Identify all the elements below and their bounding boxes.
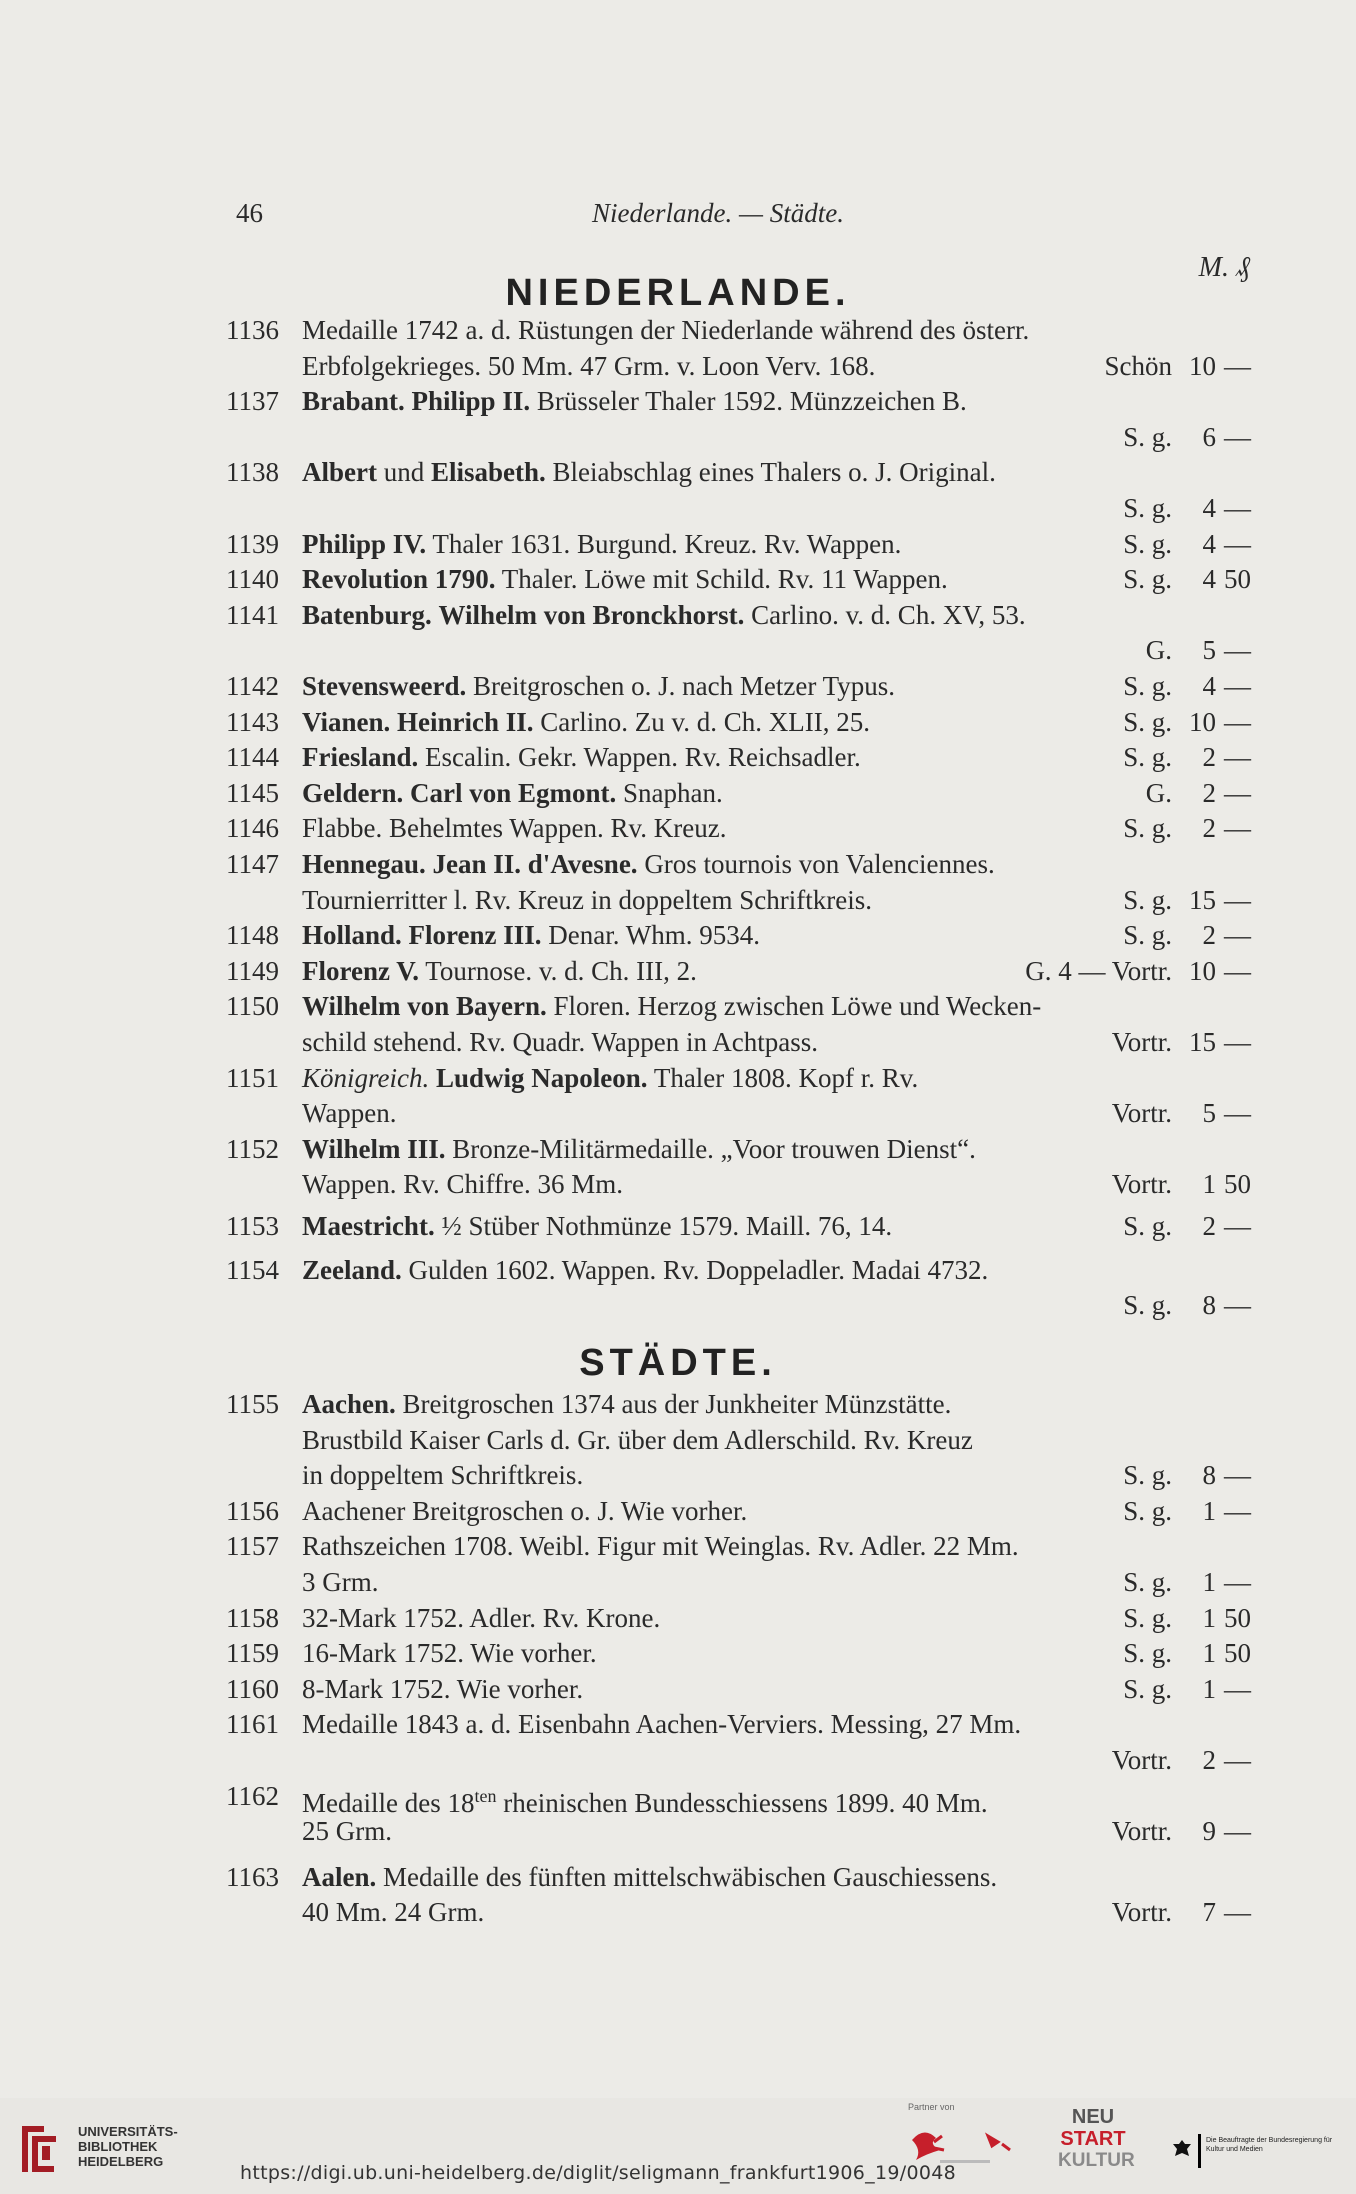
entry-line: [0, 953, 1356, 989]
entry-text: [302, 739, 861, 775]
federal-eagle-icon: [1172, 2138, 1192, 2160]
condition-grade: S. g.: [1123, 1567, 1172, 1597]
price-pfennig: —: [1224, 635, 1251, 665]
entry-text: [302, 1166, 623, 1202]
price-mark: 4: [1202, 671, 1216, 701]
price-mark: 4: [1202, 564, 1216, 594]
price-pfennig: —: [1224, 956, 1251, 986]
price-pfennig: —: [1224, 671, 1251, 701]
currency-header: M. ₰: [1198, 252, 1250, 283]
lot-number: 1139: [226, 529, 279, 559]
condition-grade: S. g.: [1123, 920, 1172, 950]
price-mark: 10: [1189, 351, 1216, 381]
entry-text-part: Medaille 1742 a. d. Rüstungen der Niederlande während des österr.: [302, 315, 1030, 345]
entry-heading-text: Brabant.: [302, 386, 405, 416]
entry-text-part: 25 Grm.: [302, 1816, 392, 1846]
price-mark: 1: [1202, 1638, 1216, 1668]
price-pfennig: —: [1224, 1290, 1251, 1320]
entry-text-part: Wappen.: [302, 1098, 397, 1128]
entry-line: [0, 1252, 1356, 1288]
entry-line: [0, 1528, 1356, 1564]
entry-text-part: Thaler. Löwe mit Schild. Rv. 11 Wappen.: [495, 564, 948, 594]
entry-text: [302, 1635, 597, 1671]
lot-number: 1147: [226, 849, 279, 879]
entry-text: [302, 383, 967, 419]
entry-line: [0, 1894, 1356, 1930]
lot-number: 1162: [226, 1781, 279, 1811]
permalink-url[interactable]: https://digi.ub.uni-heidelberg.de/diglit/seligmann_frankfurt1906_19/0048: [240, 2162, 957, 2184]
entry-text: [302, 597, 1026, 633]
condition-grade: S. g.: [1123, 1211, 1172, 1241]
entry-text-part: Thaler 1808. Kopf r. Rv.: [647, 1063, 919, 1093]
price-mark: 2: [1202, 1211, 1216, 1241]
entry-text-part: schild stehend. Rv. Quadr. Wappen in Achtpass.: [302, 1027, 819, 1057]
entry-text: [302, 1095, 397, 1131]
price-pfennig: —: [1224, 1674, 1251, 1704]
price-pfennig: 50: [1224, 1638, 1251, 1668]
lot-number: 1146: [226, 813, 279, 843]
lot-number: 1138: [226, 457, 279, 487]
library-name[interactable]: [78, 2124, 178, 2169]
price-mark: 2: [1202, 920, 1216, 950]
price-pfennig: —: [1224, 1897, 1251, 1927]
price-pfennig: 50: [1224, 1603, 1251, 1633]
entry-text-part: Rathszeichen 1708. Weibl. Figur mit Weinglas. Rv. Adler. 22 Mm.: [302, 1531, 1019, 1561]
entry-line: [0, 917, 1356, 953]
entry-text: [302, 1024, 818, 1060]
entry-text-part: und: [376, 457, 431, 487]
lot-number: 1154: [226, 1255, 279, 1285]
entry-line: [0, 775, 1356, 811]
condition-grade: S. g.: [1123, 1603, 1172, 1633]
entry-line: [0, 348, 1356, 384]
entry-line: [0, 1166, 1356, 1202]
price-mark: 1: [1202, 1496, 1216, 1526]
entry-heading-text: Albert: [302, 457, 377, 487]
price-pfennig: —: [1224, 529, 1251, 559]
lot-number: 1156: [226, 1496, 279, 1526]
lot-number: 1161: [226, 1709, 279, 1739]
entry-text-part: 40 Mm. 24 Grm.: [302, 1897, 485, 1927]
entry-text: [302, 526, 901, 562]
federal-commissioner-text: Die Beauftragte der Bundesregierung für Kultur und Medien: [1206, 2137, 1333, 2153]
library-name-line: UNIVERSITÄTS-: [78, 2124, 178, 2139]
section-heading: STÄDTE.: [579, 1342, 777, 1384]
entry-text-part: Erbfolgekrieges. 50 Mm. 47 Grm. v. Loon Verv. 168.: [302, 351, 876, 381]
entry-line: [0, 1742, 1356, 1778]
entry-text: [302, 917, 760, 953]
entry-heading-text: Aachen.: [302, 1389, 396, 1419]
price-pfennig: —: [1224, 1496, 1251, 1526]
price-mark: 6: [1202, 422, 1216, 452]
entry-text-part: Gros tournois von Valenciennes.: [637, 849, 995, 879]
entry-line: [0, 988, 1356, 1024]
condition-grade: S. g.: [1123, 1638, 1172, 1668]
entry-heading-text: Friesland.: [302, 742, 419, 772]
entry-text-part: Tournierritter l. Rv. Kreuz in doppeltem Schriftkreis.: [302, 885, 872, 915]
entry-text-part: 8-Mark 1752. Wie vorher.: [302, 1674, 584, 1704]
price-mark: 1: [1202, 1603, 1216, 1633]
entry-text-part: Brustbild Kaiser Carls d. Gr. über dem Adlerschild. Rv. Kreuz: [302, 1425, 973, 1455]
condition-grade: S. g.: [1123, 564, 1172, 594]
price-pfennig: —: [1224, 885, 1251, 915]
price-pfennig: —: [1224, 1745, 1251, 1775]
entry-text: [302, 454, 996, 490]
condition-grade: S. g.: [1123, 422, 1172, 452]
condition-grade: S. g.: [1123, 529, 1172, 559]
lot-number: 1143: [226, 707, 279, 737]
lot-number: 1137: [226, 386, 279, 416]
price-mark: 2: [1202, 742, 1216, 772]
lot-number: 1153: [226, 1211, 279, 1241]
entry-text-part: 32-Mark 1752. Adler. Rv. Krone.: [302, 1603, 661, 1633]
price-mark: 5: [1202, 1098, 1216, 1128]
entry-heading-text: Florenz III.: [408, 920, 542, 950]
entry-text: [302, 988, 1041, 1024]
price-pfennig: —: [1224, 742, 1251, 772]
entry-text-part: Gulden 1602. Wappen. Rv. Doppeladler. Madai 4732.: [401, 1255, 989, 1285]
price-mark: 1: [1202, 1169, 1216, 1199]
lot-number: 1155: [226, 1389, 279, 1419]
condition-grade: S. g.: [1123, 1290, 1172, 1320]
price-pfennig: —: [1224, 1027, 1251, 1057]
entry-line: [0, 526, 1356, 562]
entry-text-part: Wappen. Rv. Chiffre. 36 Mm.: [302, 1169, 624, 1199]
entry-line: [0, 312, 1356, 348]
entry-text-part: [405, 386, 412, 416]
entry-heading-text: Philipp II.: [411, 386, 531, 416]
price-pfennig: —: [1224, 351, 1251, 381]
entry-line: [0, 632, 1356, 668]
entry-text-part: Flabbe. Behelmtes Wappen. Rv. Kreuz.: [302, 813, 727, 843]
entry-heading-text: Philipp IV.: [302, 529, 427, 559]
lot-number: 1136: [226, 315, 279, 345]
lot-number: 1160: [226, 1674, 279, 1704]
entry-text: [302, 704, 870, 740]
entry-text-part: Snaphan.: [616, 778, 723, 808]
entry-line: [0, 1095, 1356, 1131]
entry-heading-text: Maestricht.: [302, 1211, 435, 1241]
entry-text-part: Carlino. Zu v. d. Ch. XLII, 25.: [533, 707, 870, 737]
neustart-line: KULTUR: [1058, 2150, 1135, 2171]
condition-grade: S. g.: [1123, 1674, 1172, 1704]
entry-text: [302, 953, 697, 989]
condition-grade: S. g.: [1123, 885, 1172, 915]
entry-line: [0, 1564, 1356, 1600]
entry-text: [302, 312, 1029, 348]
lot-number: 1141: [226, 600, 279, 630]
price-pfennig: 50: [1224, 564, 1251, 594]
entry-text: [302, 1060, 918, 1096]
condition-grade: G.: [1145, 635, 1172, 665]
neustart-line: START: [1060, 2128, 1126, 2150]
entry-text-part: [432, 600, 439, 630]
entry-text-part: in doppeltem Schriftkreis.: [302, 1460, 584, 1490]
lot-number: 1152: [226, 1134, 279, 1164]
entry-line: [0, 668, 1356, 704]
condition-grade: Vortr.: [1111, 1897, 1172, 1927]
entry-text-part: Bleiabschlag eines Thalers o. J. Original.: [545, 457, 996, 487]
price-pfennig: —: [1224, 1816, 1251, 1846]
entry-text: [302, 846, 995, 882]
entry-text-part: Breitgroschen o. J. nach Metzer Typus.: [466, 671, 895, 701]
entry-text-part: [429, 1063, 436, 1093]
lot-number: 1148: [226, 920, 279, 950]
entry-heading-text: Geldern.: [302, 778, 404, 808]
price-mark: 2: [1202, 778, 1216, 808]
entry-line: [0, 1457, 1356, 1493]
condition-grade: G. 4 — Vortr.: [1025, 956, 1172, 986]
entry-line: [0, 1386, 1356, 1422]
entry-text: [302, 1493, 747, 1529]
entry-heading-text: Wilhelm von Bayern.: [302, 991, 547, 1021]
federal-flag-stripe: [1198, 2134, 1201, 2168]
entry-line: [0, 1635, 1356, 1671]
partner-label: Partner von: [908, 2102, 955, 2112]
entry-line: [0, 739, 1356, 775]
entry-line: [0, 490, 1356, 526]
ub-heidelberg-logo-icon[interactable]: [14, 2118, 64, 2180]
entry-line: [0, 419, 1356, 455]
entry-text-part: ½ Stüber Nothmünze 1579. Maill. 76, 14.: [434, 1211, 893, 1241]
condition-grade: G.: [1145, 778, 1172, 808]
entry-text-part: Breitgroschen 1374 aus der Junkheiter Münzstätte.: [395, 1389, 952, 1419]
neustart-kultur-logo[interactable]: [1058, 2106, 1135, 2186]
entry-text: [302, 775, 723, 811]
entry-line: [0, 597, 1356, 633]
entry-line: [0, 1024, 1356, 1060]
entry-heading-text: Stevensweerd.: [302, 671, 467, 701]
entry-heading-text: Jean II. d'Avesne.: [432, 849, 638, 879]
entry-line: [0, 1813, 1356, 1849]
entry-line: [0, 1671, 1356, 1707]
price-mark: 10: [1189, 707, 1216, 737]
entry-heading-text: Revolution 1790.: [302, 564, 496, 594]
entry-line: [0, 1706, 1356, 1742]
price-pfennig: —: [1224, 1567, 1251, 1597]
price-pfennig: —: [1224, 813, 1251, 843]
entry-heading-text: Aalen.: [302, 1862, 377, 1892]
entry-line: [0, 1131, 1356, 1167]
entry-line: [0, 882, 1356, 918]
entry-text-part: 16-Mark 1752. Wie vorher.: [302, 1638, 597, 1668]
condition-grade: Vortr.: [1111, 1098, 1172, 1128]
price-mark: 2: [1202, 1745, 1216, 1775]
entry-text-part: Tournose. v. d. Ch. III, 2.: [419, 956, 697, 986]
entry-text: [302, 1131, 976, 1167]
price-mark: 15: [1189, 885, 1216, 915]
entry-heading-text: Ludwig Napoleon.: [436, 1063, 648, 1093]
entry-heading-text: Zeeland.: [302, 1255, 402, 1285]
condition-grade: Vortr.: [1111, 1745, 1172, 1775]
entry-heading-text: Vianen.: [302, 707, 391, 737]
entry-text: [302, 1600, 660, 1636]
condition-grade: S. g.: [1123, 813, 1172, 843]
entry-line: [0, 1859, 1356, 1895]
entry-line: [0, 1208, 1356, 1244]
entry-heading-text: Hennegau.: [302, 849, 426, 879]
condition-grade: S. g.: [1123, 742, 1172, 772]
entry-text-part: Brüsseler Thaler 1592. Münzzeichen B.: [530, 386, 967, 416]
price-mark: 10: [1189, 956, 1216, 986]
entry-heading-text: Batenburg.: [302, 600, 432, 630]
condition-grade: S. g.: [1123, 707, 1172, 737]
entry-text-part: Aachener Breitgroschen o. J. Wie vorher.: [302, 1496, 748, 1526]
price-pfennig: —: [1224, 493, 1251, 523]
lot-number: 1149: [226, 956, 279, 986]
price-mark: 7: [1202, 1897, 1216, 1927]
lot-number: 1157: [226, 1531, 279, 1561]
entry-text: [302, 1386, 951, 1422]
price-mark: 15: [1189, 1027, 1216, 1057]
entry-text: [302, 1859, 997, 1895]
entry-text-part: Escalin. Gekr. Wappen. Rv. Reichsadler.: [418, 742, 861, 772]
condition-grade: S. g.: [1123, 1496, 1172, 1526]
entry-line: [0, 846, 1356, 882]
entry-line: [0, 383, 1356, 419]
lot-number: 1150: [226, 991, 279, 1021]
entry-italic-text: Königreich.: [302, 1063, 430, 1093]
price-mark: 1: [1202, 1567, 1216, 1597]
condition-grade: Vortr.: [1111, 1027, 1172, 1057]
lot-number: 1159: [226, 1638, 279, 1668]
entry-heading-text: Carl von Egmont.: [410, 778, 617, 808]
library-name-line: HEIDELBERG: [78, 2154, 164, 2169]
entry-text-part: Floren. Herzog zwischen Löwe und Wecken-: [546, 991, 1042, 1021]
condition-grade: S. g.: [1123, 671, 1172, 701]
entry-heading-text: Elisabeth.: [430, 457, 546, 487]
entry-text: [302, 1706, 1021, 1742]
entry-text-part: Carlino. v. d. Ch. XV, 53.: [744, 600, 1026, 630]
entry-text: [302, 1894, 484, 1930]
entry-line: [0, 1287, 1356, 1323]
entry-heading-text: Wilhelm III.: [302, 1134, 446, 1164]
price-pfennig: 50: [1224, 1169, 1251, 1199]
condition-grade: S. g.: [1123, 493, 1172, 523]
condition-grade: Vortr.: [1111, 1816, 1172, 1846]
entry-text-part: Thaler 1631. Burgund. Kreuz. Rv. Wappen.: [426, 529, 902, 559]
lot-number: 1163: [226, 1862, 279, 1892]
entry-text: [302, 1252, 988, 1288]
price-pfennig: —: [1224, 422, 1251, 452]
entry-text: [302, 1671, 583, 1707]
entry-text: [302, 1422, 973, 1458]
entry-line: [0, 1060, 1356, 1096]
lot-number: 1158: [226, 1603, 279, 1633]
lot-number: 1144: [226, 742, 279, 772]
entry-text: [302, 882, 872, 918]
price-mark: 4: [1202, 493, 1216, 523]
entry-text: [302, 1457, 583, 1493]
entry-text: [302, 810, 726, 846]
entry-text-part: Medaille des 18: [302, 1788, 475, 1818]
price-mark: 8: [1202, 1460, 1216, 1490]
price-mark: 2: [1202, 813, 1216, 843]
entry-line: [0, 1600, 1356, 1636]
entry-text: [302, 348, 875, 384]
entry-line: [0, 1422, 1356, 1458]
entry-text: [302, 1208, 892, 1244]
price-pfennig: —: [1224, 707, 1251, 737]
price-mark: 5: [1202, 635, 1216, 665]
entry-text-part: Medaille 1843 a. d. Eisenbahn Aachen-Verviers. Messing, 27 Mm.: [302, 1709, 1022, 1739]
entry-text-part: rheinischen Bundesschiessens 1899. 40 Mm.: [496, 1788, 988, 1818]
entry-text: [302, 668, 895, 704]
entry-line: [0, 1778, 1356, 1818]
entry-line: [0, 1493, 1356, 1529]
price-pfennig: —: [1224, 1098, 1251, 1128]
price-mark: 9: [1202, 1816, 1216, 1846]
entry-line: [0, 704, 1356, 740]
price-pfennig: —: [1224, 1211, 1251, 1241]
library-name-line: BIBLIOTHEK: [78, 2139, 158, 2154]
condition-grade: Schön: [1104, 351, 1172, 381]
lot-number: 1145: [226, 778, 279, 808]
entry-text-part: [390, 707, 397, 737]
price-mark: 4: [1202, 529, 1216, 559]
entry-text-part: 3 Grm.: [302, 1567, 379, 1597]
entry-text-part: Denar. Whm. 9534.: [541, 920, 761, 950]
price-mark: 1: [1202, 1674, 1216, 1704]
lot-number: 1142: [226, 671, 279, 701]
entry-text: [302, 561, 948, 597]
condition-grade: Vortr.: [1111, 1169, 1172, 1199]
entry-heading-text: Holland.: [302, 920, 402, 950]
entry-text: [302, 1564, 379, 1600]
section-heading: NIEDERLANDE.: [505, 272, 851, 314]
entry-heading-text: Heinrich II.: [397, 707, 534, 737]
price-pfennig: —: [1224, 778, 1251, 808]
entry-heading-text: Florenz V.: [302, 956, 420, 986]
condition-grade: S. g.: [1123, 1460, 1172, 1490]
lot-number: 1151: [226, 1063, 279, 1093]
entry-text-part: Bronze-Militärmedaille. „Voor trouwen Dienst“.: [445, 1134, 976, 1164]
price-mark: 8: [1202, 1290, 1216, 1320]
entry-text-part: [403, 778, 410, 808]
entry-text: [302, 1528, 1019, 1564]
page-number: 46: [236, 198, 263, 228]
lot-number: 1140: [226, 564, 279, 594]
entry-heading-text: Wilhelm von Bronckhorst.: [438, 600, 745, 630]
entry-text-part: [426, 849, 433, 879]
entry-line: [0, 454, 1356, 490]
entry-line: [0, 561, 1356, 597]
entry-line: [0, 810, 1356, 846]
neustart-line: NEU: [1071, 2106, 1115, 2128]
price-pfennig: —: [1224, 920, 1251, 950]
page-header: [0, 198, 1356, 238]
price-pfennig: —: [1224, 1460, 1251, 1490]
entry-text: [302, 1813, 392, 1849]
superscript-text: ten: [474, 1786, 497, 1806]
entry-text-part: Medaille des fünften mittelschwäbischen Gauschiessens.: [376, 1862, 998, 1892]
entry-text-part: [402, 920, 409, 950]
running-title: Niederlande. — Städte.: [592, 198, 844, 228]
